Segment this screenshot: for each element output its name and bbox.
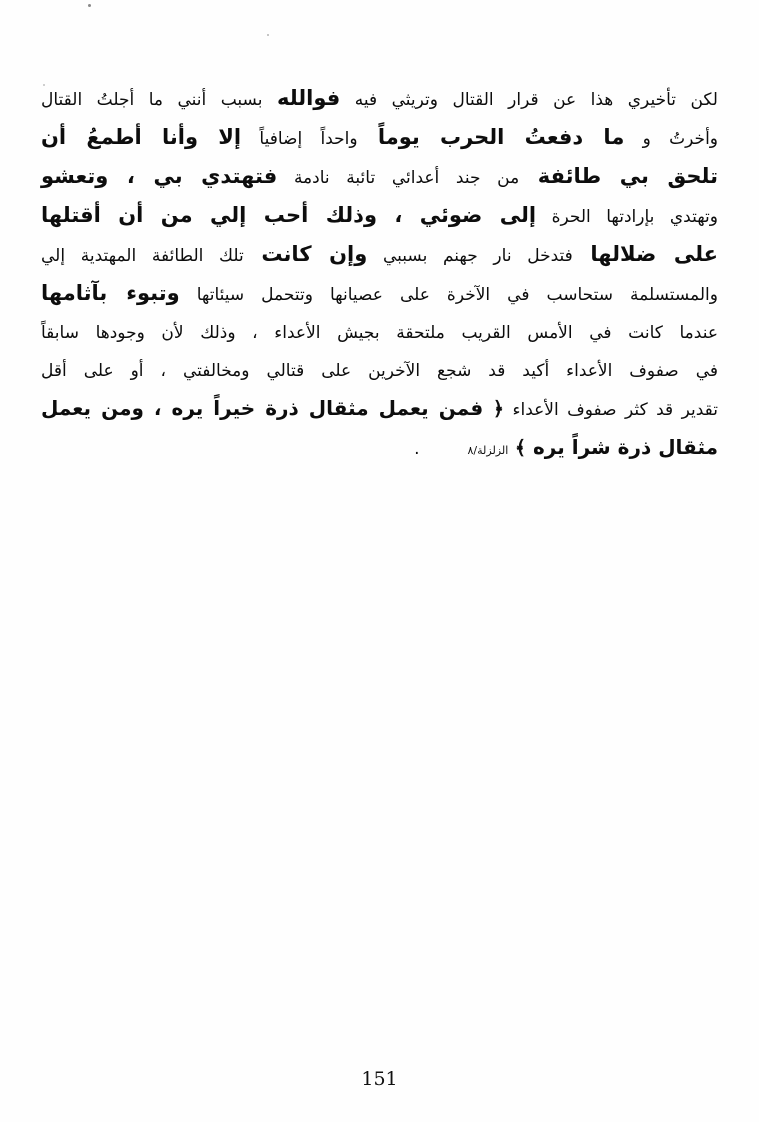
text-segment-ornament: ﴿	[483, 398, 505, 420]
text-line	[41, 119, 718, 158]
text-segment-regular: بسبب أنني ما أجلتُ القتال	[41, 90, 277, 110]
text-segment-regular: فتدخل نار جهنم بسببي	[367, 246, 573, 266]
text-segment-period: .	[414, 439, 420, 459]
text-segment-regular: لكن تأخيري هذا عن قرار القتال وتريثي فيه	[340, 90, 718, 110]
text-line	[41, 390, 718, 429]
text-segment-bold: تلحق بي طائفة	[519, 164, 718, 188]
text-segment-regular: عندما كانت في الأمس القريب ملتحقة بجيش الأعداء ، وذلك لأن وجودها سابقاً	[41, 323, 718, 343]
text-segment-quran: فمن يعمل مثقال ذرة خيراً يره ، ومن يعمل	[41, 396, 484, 420]
text-segment-ornament: ﴾	[508, 437, 527, 459]
text-segment-regular: في صفوف الأعداء أكيد قد شجع الآخرين على قتالي ومخالفتي ، أو على أقل	[41, 361, 718, 381]
text-line	[41, 236, 718, 275]
body-text	[41, 80, 718, 469]
text-line	[41, 275, 718, 314]
text-line	[41, 429, 718, 469]
text-segment-regular: واحداً إضافياً	[241, 129, 358, 149]
scan-speck	[88, 4, 91, 7]
text-segment-regular: من جند أعدائي تائبة نادمة	[277, 168, 520, 188]
text-line	[41, 197, 718, 236]
text-segment-bold: إلى ضوئي ، وذلك أحب إلي من أن أقتلها	[41, 203, 537, 227]
text-line	[41, 352, 718, 390]
text-segment-regular: وأخرتُ و	[624, 129, 719, 149]
page-number: 151	[361, 1068, 398, 1090]
text-segment-bold: على ضلالها	[572, 242, 718, 266]
text-segment-regular: وتهتدي بإرادتها الحرة	[536, 207, 718, 227]
text-line	[41, 80, 718, 119]
text-segment-bold: وإن كانت	[243, 242, 368, 266]
text-segment-regular: تقدير قد كثر صفوف الأعداء	[504, 400, 718, 420]
text-segment-bold: فتهتدي بي ، وتعشو	[41, 164, 278, 188]
text-segment-quran: مثقال ذرة شراً يره	[526, 435, 718, 459]
text-segment-regular: والمستسلمة ستحاسب في الآخرة على عصيانها وتتحمل سيئاتها	[179, 285, 718, 305]
text-segment-regular: تلك الطائفة المهتدية إلي	[41, 246, 244, 266]
text-line	[41, 314, 718, 352]
text-segment-bold: ما دفعتُ الحرب يوماً	[357, 125, 625, 149]
scan-speck	[267, 34, 269, 36]
text-segment-bold: وتبوء بآثامها	[41, 281, 180, 305]
text-line	[41, 158, 718, 197]
text-segment-cite: الزلزلة/٨	[467, 444, 509, 457]
text-segment-bold: فوالله	[276, 86, 341, 110]
text-segment-bold: إلا وأنا أطمعُ أن	[41, 125, 242, 149]
